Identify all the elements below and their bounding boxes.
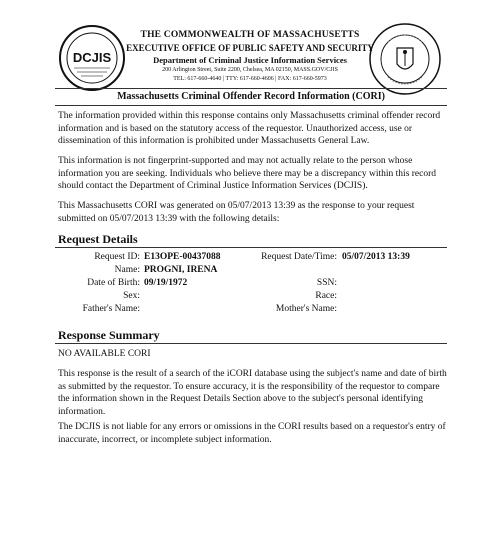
response-summary-heading: Response Summary bbox=[58, 328, 160, 342]
race-label: Race: bbox=[315, 291, 337, 301]
document-title: Massachusetts Criminal Offender Record Information (CORI) bbox=[117, 91, 385, 102]
request-datetime-value: 05/07/2013 13:39 bbox=[342, 252, 410, 262]
mother-name-label: Mother's Name: bbox=[275, 304, 337, 314]
request-details-divider bbox=[55, 247, 447, 248]
cori-status: NO AVAILABLE CORI bbox=[58, 349, 151, 359]
office-name: EXECUTIVE OFFICE OF PUBLIC SAFETY AND SECURITY bbox=[126, 43, 374, 53]
department-name: Department of Criminal Justice Information Services bbox=[153, 55, 347, 65]
request-id-label: Request ID: bbox=[94, 252, 140, 262]
org-name: THE COMMONWEALTH OF MASSACHUSETTS bbox=[140, 30, 360, 40]
dob-value: 09/19/1972 bbox=[144, 278, 188, 288]
name-label: Name: bbox=[114, 265, 140, 275]
intro-paragraph-access: The information provided within this response contains only Massachusetts criminal offender record information and is based on the statutory access of the requestor. Unauthorized access, use or dissemination of this information is prohibited under Massachusetts General Law. bbox=[58, 111, 441, 146]
summary-paragraph-liability: The DCJIS is not liable for any errors or omissions in the CORI results based on a requestor's entry of inaccurate, incorrect, or incomplete subject information. bbox=[58, 422, 446, 445]
dcjis-seal-icon bbox=[58, 24, 126, 92]
name-value: PROGNI, IRENA bbox=[144, 265, 218, 275]
request-datetime-label: Request Date/Time: bbox=[261, 252, 337, 262]
ssn-label: SSN: bbox=[316, 278, 337, 288]
intro-paragraph-fingerprint: This information is not fingerprint-supported and may not actually relate to the person whose information you are seeking. Individuals who believe there may be a discrepancy within this record should contact the Department of Criminal Justice Information Services (DCJIS). bbox=[58, 156, 437, 191]
dcjis-seal-text: DCJIS bbox=[72, 50, 112, 65]
phone-line: TEL: 617-660-4640 | TTY: 617-660-4606 | FAX: 617-660-5973 bbox=[173, 76, 327, 82]
header-divider-top bbox=[55, 88, 447, 89]
dob-label: Date of Birth: bbox=[87, 278, 140, 288]
father-name-label: Father's Name: bbox=[82, 304, 140, 314]
address-line: 200 Arlington Street, Suite 2200, Chelsea, MA 02150, MASS.GOV/CJIS bbox=[162, 67, 338, 73]
request-details-heading: Request Details bbox=[58, 232, 138, 246]
summary-paragraph-search: This response is the result of a search of the iCORI database using the subject's name and date of birth as submitted by the requestor. To ensure accuracy, it is the responsibility of the requestor to compare the information shown in the Request Details Section above to the subject's personal identifying information. bbox=[58, 369, 447, 417]
intro-paragraph-generated: This Massachusetts CORI was generated on 05/07/2013 13:39 as the response to your request submitted on 05/07/2013 13:39 with the following details: bbox=[58, 201, 415, 224]
sex-label: Sex: bbox=[123, 291, 140, 301]
header-divider-bottom bbox=[55, 105, 447, 106]
request-id-value: E13OPE-00437088 bbox=[144, 252, 221, 262]
response-summary-divider bbox=[55, 343, 447, 344]
